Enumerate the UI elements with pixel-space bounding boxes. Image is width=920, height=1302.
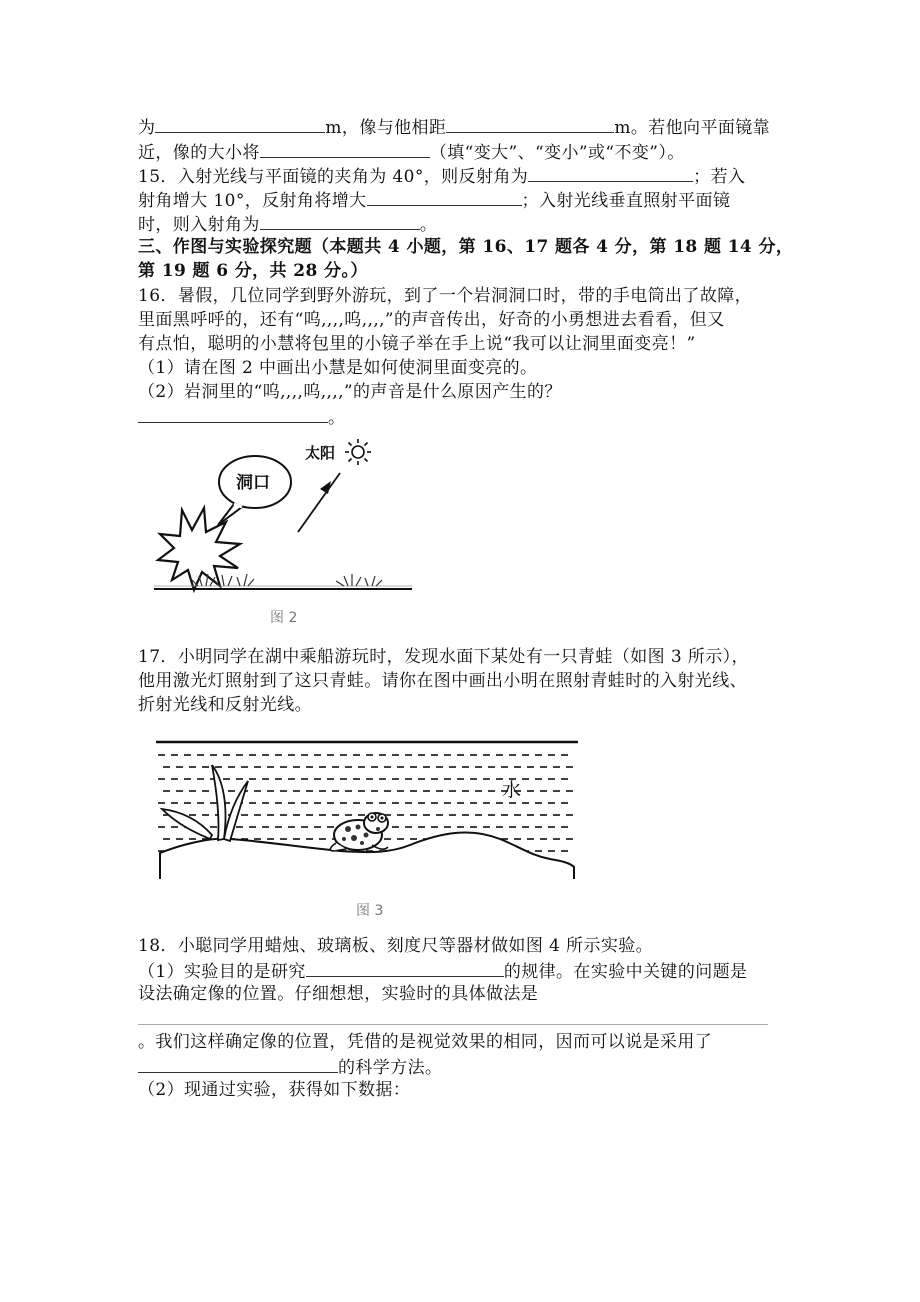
q17-line-3: 折射光线和反射光线。 xyxy=(138,695,312,715)
q15-line-2: 射角增大 10°，反射角将增大 ；入射光线垂直照射平面镜 xyxy=(138,187,730,213)
q16-line-1: 16．暑假，几位同学到野外游玩，到了一个岩洞洞口时，带的手电筒出了故障， xyxy=(138,286,753,306)
figure-3[interactable] xyxy=(150,735,580,885)
answer-blank[interactable] xyxy=(528,163,693,182)
q18-sub-1: （1）实验目的是研究 的规律。在实验中关键的问题是 xyxy=(138,958,747,984)
q16-sub-1: （1）请在图 2 中画出小慧是如何使洞里面变亮的。 xyxy=(138,358,538,378)
q17-line-1: 17．小明同学在湖中乘船游玩时，发现水面下某处有一只青蛙（如图 3 所示）， xyxy=(138,647,749,667)
q14-line-2: 近，像的大小将 （填“变大”、“变小”或“不变”）。 xyxy=(138,139,685,165)
q18-answer-line xyxy=(138,1006,768,1032)
answer-blank[interactable] xyxy=(138,1054,338,1073)
answer-blank[interactable] xyxy=(306,958,504,977)
water-label: 水 xyxy=(502,779,522,801)
frog xyxy=(330,813,388,851)
q18-line-1: 18．小聪同学用蜡烛、玻璃板、刻度尺等器材做如图 4 所示实验。 xyxy=(138,936,654,956)
sun-icon xyxy=(345,439,371,465)
sun-label: 太阳 xyxy=(305,444,336,462)
figure-2[interactable] xyxy=(140,430,430,600)
q16-line-2: 里面黑呼呼的，还有“呜,,,,呜,,,,”的声音传出，好奇的小勇想进去看看，但又 xyxy=(138,310,725,330)
section-heading-cont: 第 19 题 6 分，共 28 分。） xyxy=(138,261,368,281)
cave-label: 洞口 xyxy=(236,473,270,493)
q15-line-1: 15．入射光线与平面镜的夹角为 40°，则反射角为 ；若入 xyxy=(138,163,745,189)
q18-sub-2: （2）现通过实验，获得如下数据： xyxy=(138,1080,411,1100)
figure-3-caption: 图 3 xyxy=(356,903,384,919)
sunlight-ray xyxy=(298,473,340,532)
answer-blank[interactable] xyxy=(155,114,325,133)
q16-answer-line: 。 xyxy=(138,404,345,430)
q18-line-6: 的科学方法。 xyxy=(138,1054,442,1080)
answer-blank[interactable] xyxy=(367,187,522,206)
q17-line-2: 他用激光灯照射到了这只青蛙。请你在图中画出小明在照射青蛙时的入射光线、 xyxy=(138,671,747,691)
answer-blank[interactable] xyxy=(138,404,328,423)
q18-line-3: 设法确定像的位置。仔细想想，实验时的具体做法是 xyxy=(138,984,539,1004)
answer-blank[interactable] xyxy=(138,1006,768,1025)
answer-blank[interactable] xyxy=(260,139,430,158)
q15-line-3: 时，则入射角为 。 xyxy=(138,211,437,237)
figure-2-caption: 图 2 xyxy=(270,610,298,626)
q18-line-5: 。我们这样确定像的位置，凭借的是视觉效果的相同，因而可以说是采用了 xyxy=(138,1032,713,1052)
section-heading: 三、作图与实验探究题（本题共 4 小题，第 16、17 题各 4 分，第 18 题 14 分， xyxy=(138,237,794,257)
q16-line-3: 有点怕，聪明的小慧将包里的小镜子举在手上说“我可以让洞里面变亮！” xyxy=(138,334,696,354)
q16-sub-2: （2）岩洞里的“呜,,,,呜,,,,”的声音是什么原因产生的？ xyxy=(138,382,562,402)
answer-blank[interactable] xyxy=(260,211,420,230)
answer-blank[interactable] xyxy=(446,114,614,133)
q14-line-1: 为 m，像与他相距 m。若他向平面镜靠 xyxy=(138,114,770,140)
